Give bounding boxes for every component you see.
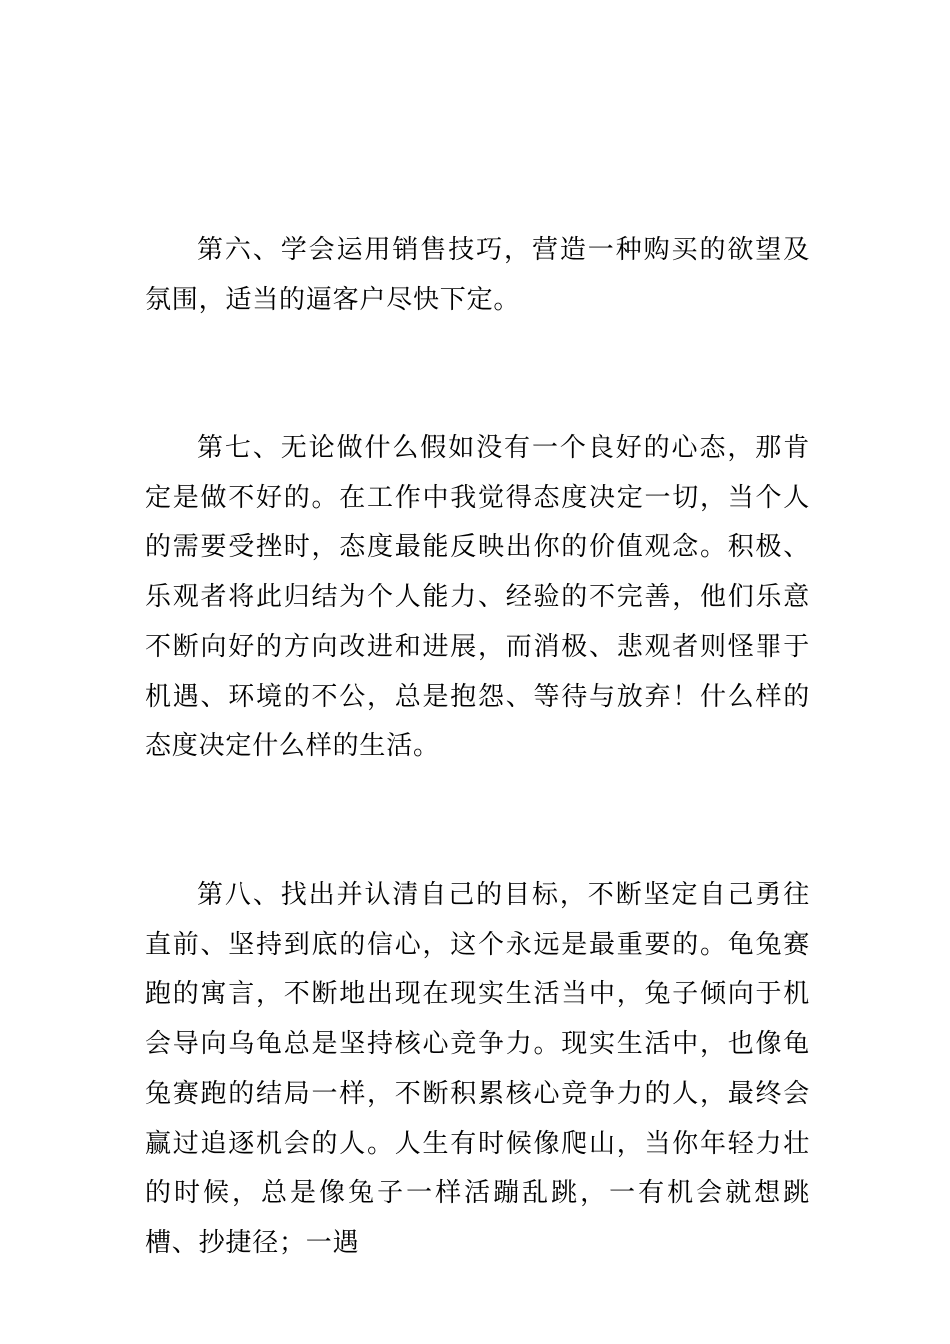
paragraph-six: 第六、学会运用销售技巧，营造一种购买的欲望及氛围，适当的逼客户尽快下定。 — [145, 235, 810, 315]
paragraph-seven: 第七、无论做什么假如没有一个良好的心态，那肯定是做不好的。在工作中我觉得态度决定一切，当个人的需要受挫时，态度最能反映出你的价值观念。积极、乐观者将此归结为个人能力、经验的不完善，他们乐意不断向好的方向改进和进展，而消极、悲观者则怪罪于机遇、环境的不公，总是抱怨、等待与放弃！什么样的态度决定什么样的生活。 — [145, 433, 810, 762]
paragraph-eight: 第八、找出并认清自己的目标，不断坚定自己勇往直前、坚持到底的信心，这个永远是最重要的。龟兔赛跑的寓言，不断地出现在现实生活当中，兔子倾向于机会导向乌龟总是坚持核心竞争力。现实生活中，也像龟兔赛跑的结局一样，不断积累核心竞争力的人，最终会赢过追逐机会的人。人生有时候像爬山，当你年轻力壮的时候，总是像兔子一样活蹦乱跳，一有机会就想跳槽、抄捷径；一遇 — [145, 880, 810, 1258]
